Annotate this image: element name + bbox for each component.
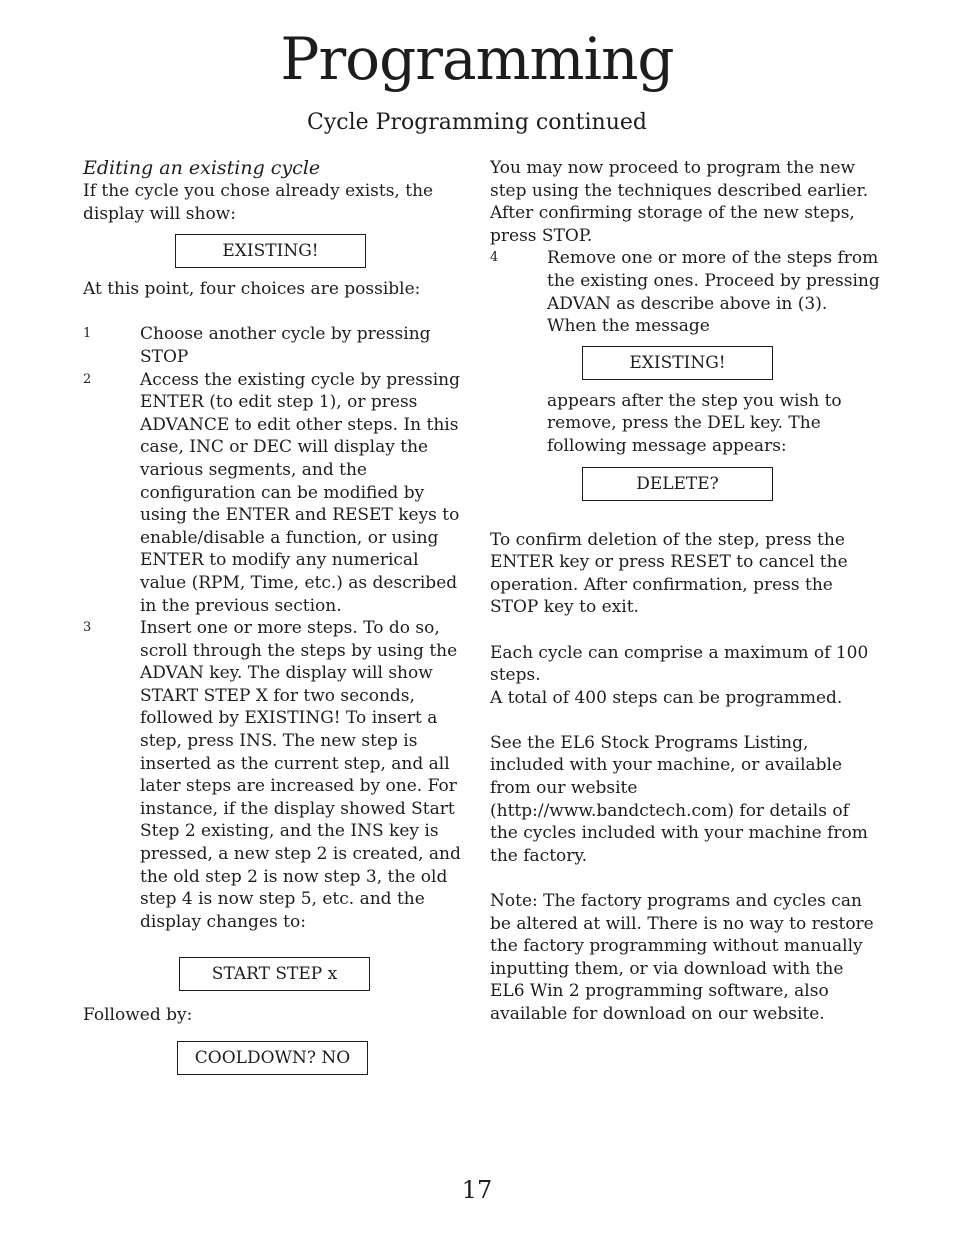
after-existing-paragraph: appears after the step you wish to remove, press the DEL key. The following message appears: bbox=[547, 390, 842, 456]
list-item bbox=[83, 323, 468, 368]
item-number: 2 bbox=[83, 371, 92, 387]
followed-by-label: Followed by: bbox=[83, 1005, 193, 1026]
display-existing-box-2: EXISTING! bbox=[582, 346, 773, 380]
right-column bbox=[490, 157, 880, 1026]
item-number: 4 bbox=[490, 250, 499, 266]
confirm-paragraph: To confirm deletion of the step, press the ENTER key or press RESET to cancel the operation. After confirmation, press the STOP key to exit. bbox=[490, 529, 848, 618]
list-item bbox=[490, 247, 880, 337]
item-text: Access the existing cycle by pressing ENTER (to edit step 1), or press ADVANCE to edit other steps. In this case, INC or DEC will display the various segments, and the configuration can be modified by using the ENTER and RESET keys to enable/disable a function, or using ENTER to modify any numerical value (RPM, Time, etc.) as described in the previous section. bbox=[140, 369, 461, 616]
listing-paragraph: See the EL6 Stock Programs Listing, included with your machine, or available from our website (http://www.bandctech.com) for details of the cycles included with your machine from the factory. bbox=[490, 732, 868, 866]
page-number: 17 bbox=[461, 1176, 493, 1204]
section-heading: Editing an existing cycle bbox=[83, 157, 321, 179]
page-title: Programming bbox=[280, 25, 674, 93]
max-steps-line: Each cycle can comprise a maximum of 100 steps. bbox=[490, 642, 869, 686]
note-paragraph: Note: The factory programs and cycles can be altered at will. There is no way to restore the factory programming without manually inputting them, or via download with the EL6 Win 2 programming software, also available for download on our website. bbox=[490, 891, 874, 1024]
item-text: Insert one or more steps. To do so, scroll through the steps by using the ADVAN key. The display will show START STEP X for two seconds, followed by EXISTING! To insert a step, press INS. The new step is inserted as the current step, and all later steps are increased by one. For instance, if the display showed Start Step 2 existing, and the INS key is pressed, a new step 2 is created, and the old step 2 is now step 3, the old step 4 is now step 5, etc. and the display changes to: bbox=[140, 618, 461, 932]
choices-intro: At this point, four choices are possible: bbox=[83, 279, 421, 300]
list-item bbox=[83, 369, 468, 618]
left-column bbox=[83, 157, 468, 1075]
continue-paragraph: You may now proceed to program the new step using the techniques described earlier. After confirming storage of the new steps, press STOP. bbox=[490, 158, 869, 246]
display-start-step-box: START STEP x bbox=[179, 957, 370, 991]
intro-paragraph: If the cycle you chose already exists, the display will show: bbox=[83, 181, 434, 224]
item-number: 3 bbox=[83, 620, 92, 636]
list-item bbox=[83, 617, 468, 933]
item-text: Remove one or more of the steps from the existing ones. Proceed by pressing ADVAN as describe above in (3). When the message bbox=[547, 248, 880, 337]
item-text: Choose another cycle by pressing STOP bbox=[140, 324, 431, 367]
display-existing-box: EXISTING! bbox=[175, 234, 366, 268]
display-cooldown-box: COOLDOWN? NO bbox=[177, 1041, 368, 1075]
page-subtitle: Cycle Programming continued bbox=[307, 110, 647, 135]
total-steps-line: A total of 400 steps can be programmed. bbox=[490, 687, 843, 708]
item-number: 1 bbox=[83, 326, 92, 342]
display-delete-box: DELETE? bbox=[582, 467, 773, 501]
